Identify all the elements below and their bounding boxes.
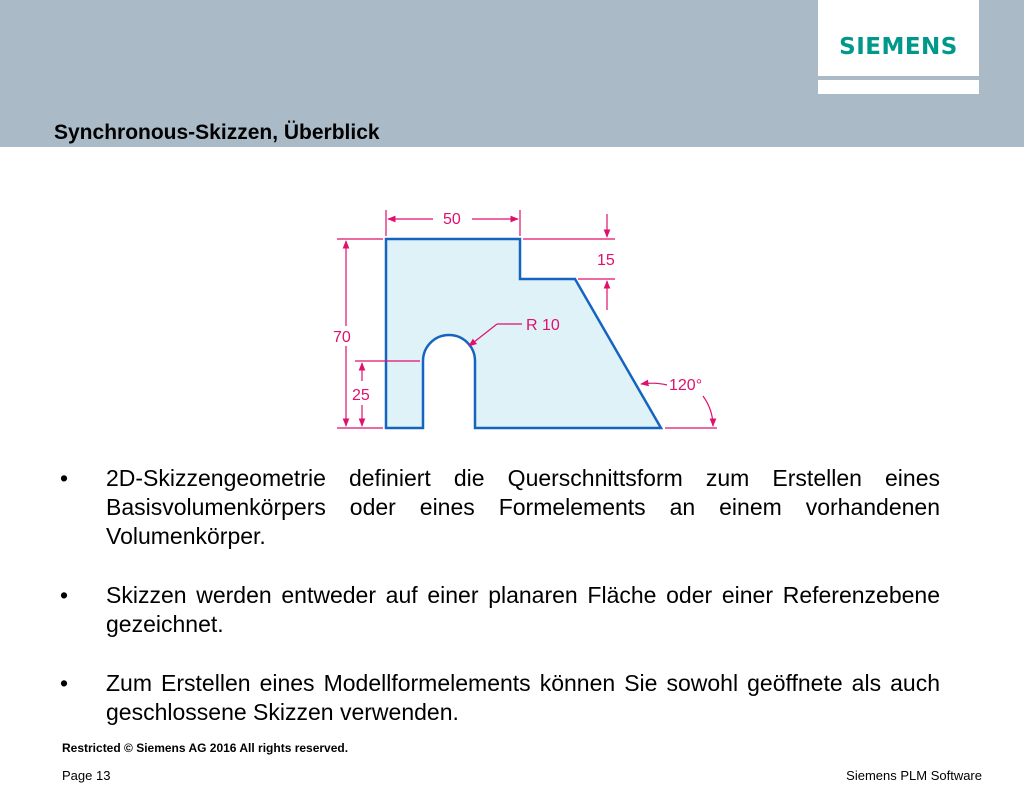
dim-total-height: 70: [333, 329, 351, 346]
sketch-drawing: [325, 200, 725, 435]
logo-strip: [818, 80, 979, 94]
dim-radius: R 10: [526, 317, 560, 334]
bullet-symbol: •: [60, 670, 69, 696]
bullet-text: Skizzen werden entweder auf einer planaren Fläche oder einer Referenzebene gezeichnet.: [106, 582, 940, 637]
footer-restricted-notice: Restricted © Siemens AG 2016 All rights reserved.: [62, 741, 349, 755]
bullet-item: [60, 669, 940, 727]
siemens-logo: [818, 0, 979, 76]
dim-slot-height: 25: [352, 387, 370, 404]
bullet-item: [60, 464, 940, 551]
slide-title: Synchronous-Skizzen, Überblick: [54, 121, 380, 144]
logo-text: SIEMENS: [839, 34, 958, 60]
dim-step-height: 15: [597, 252, 615, 269]
footer-company: Siemens PLM Software: [846, 768, 982, 783]
part-profile: [386, 239, 661, 428]
bullet-symbol: •: [60, 465, 69, 491]
bullet-text: Zum Erstellen eines Modellformelements können Sie sowohl geöffnete als auch geschlossene Skizzen verwenden.: [106, 670, 940, 725]
bullet-list: [60, 464, 940, 757]
dim-angle: 120°: [669, 377, 703, 394]
dim-width-top: 50: [443, 211, 461, 228]
bullet-symbol: •: [60, 582, 69, 608]
bullet-item: [60, 581, 940, 639]
bullet-text: 2D-Skizzengeometrie definiert die Querschnittsform zum Erstellen eines Basisvolumenkörpers oder eines Formelements an einem vorhandenen Volumenkörper.: [106, 465, 940, 549]
footer-page-number: Page 13: [62, 768, 111, 783]
